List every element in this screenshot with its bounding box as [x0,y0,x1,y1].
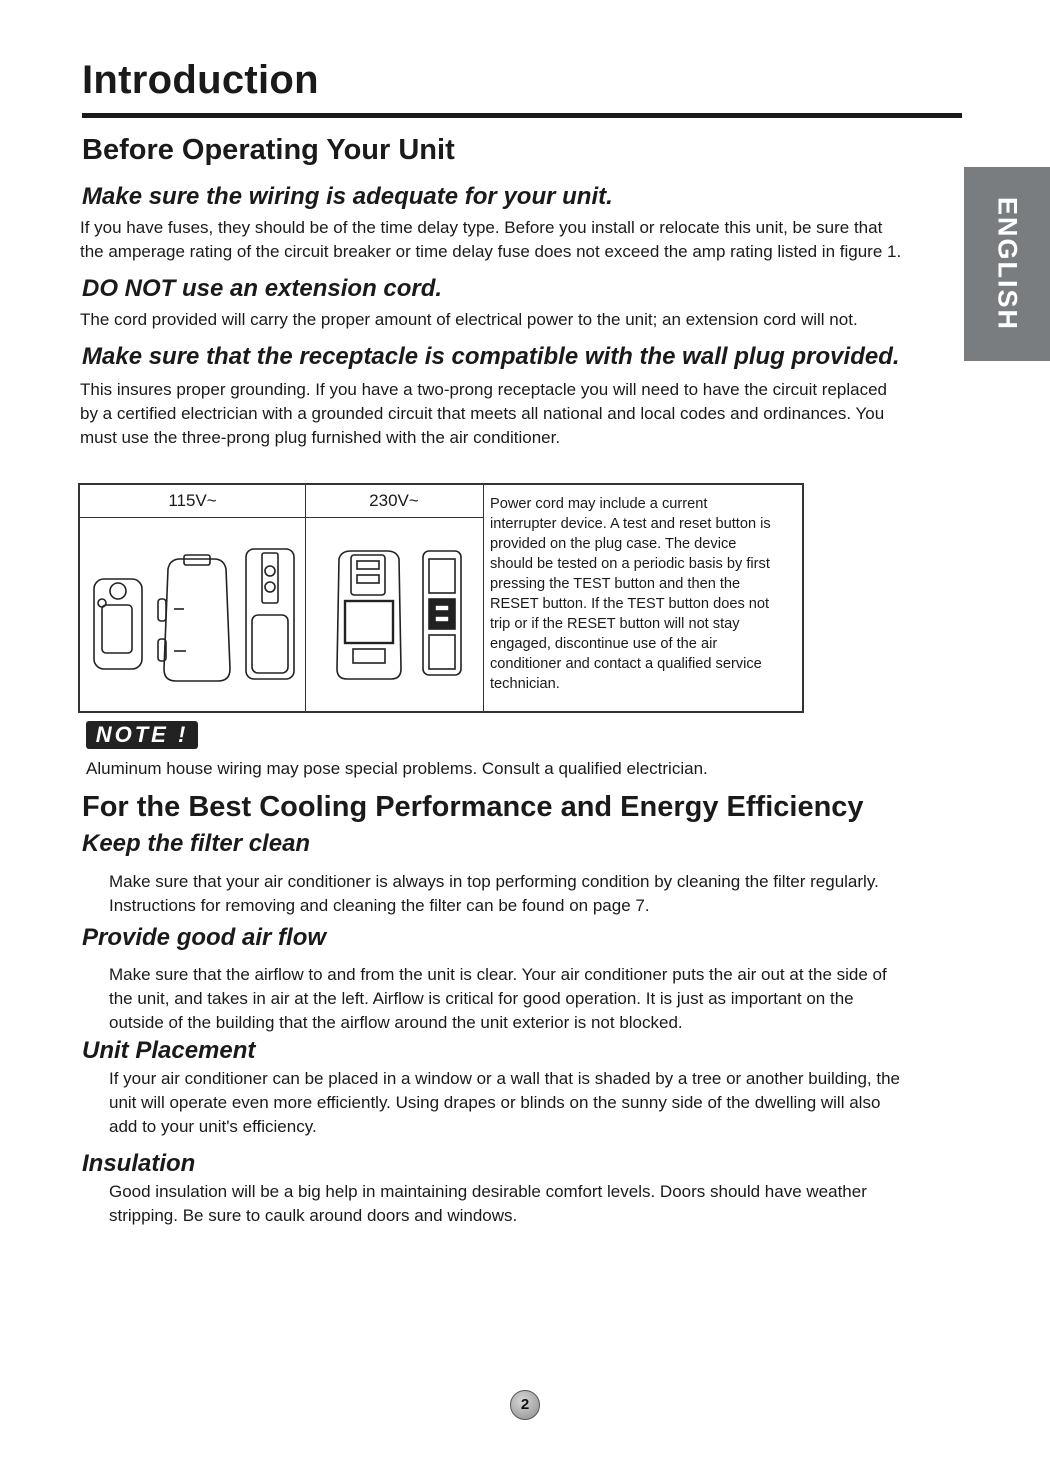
language-side-tab [964,167,1050,361]
text-line: the unit, and takes in air at the left. Airflow is critical for good operation. It is just as important on the [109,989,854,1008]
paragraph-filter [109,870,949,918]
figure-header-115v: 115V~ [80,485,305,518]
text-line: unit will operate even more efficiently. Using drapes or blinds on the sunny side of the dwelling will also [109,1093,881,1112]
text-line: trip or if the RESET button will not stay [490,616,740,632]
subheading-filter: Keep the filter clean [82,830,311,857]
note-badge: NOTE ! [86,721,198,749]
text-line: should be tested on a periodic basis by first [490,556,770,572]
text-line: Instructions for removing and cleaning the filter can be found on page 7. [109,896,650,915]
figure-column-note [483,485,802,711]
subheading-receptacle: Make sure that the receptacle is compatible with the wall plug provided. [82,343,900,370]
note-text: Aluminum house wiring may pose special problems. Consult a qualified electrician. [86,759,708,778]
page-number: 2 [510,1390,540,1420]
text-line: RESET button. If the TEST button does not [490,596,770,612]
text-line: stripping. Be sure to caulk around doors and windows. [109,1206,518,1225]
text-line: Make sure that the airflow to and from the unit is clear. Your air conditioner puts the air out at the side of [109,965,887,984]
text-line: technician. [490,676,560,692]
paragraph-extension-cord [80,308,960,332]
section-heading-best-cooling: For the Best Cooling Performance and Energy Efficiency [82,791,864,823]
figure-header-230v: 230V~ [305,485,483,518]
paragraph-insulation [109,1180,949,1228]
text-line: If you have fuses, they should be of the time delay type. Before you install or relocate this unit, be sure that [80,218,883,237]
plug-115v-illustration [80,519,304,711]
text-line: add to your unit's efficiency. [109,1117,317,1136]
text-line: This insures proper grounding. If you have a two-prong receptacle you will need to have the circuit replaced [80,380,888,399]
paragraph-wiring [80,216,960,264]
page-title: Introduction [82,58,319,102]
side-tab-label: ENGLISH [992,196,1023,332]
section-heading-before-operating: Before Operating Your Unit [82,134,455,166]
subheading-extension-cord: DO NOT use an extension cord. [82,275,443,302]
text-line: If your air conditioner can be placed in a window or a wall that is shaded by a tree or another building, the [109,1069,900,1088]
plug-230v-illustration [305,519,481,711]
figure-column-230v [305,485,484,711]
figure-note-text [490,494,800,694]
text-line: Good insulation will be a big help in maintaining desirable comfort levels. Doors should have weather [109,1182,867,1201]
subheading-unit-placement: Unit Placement [82,1037,256,1064]
text-line: the amperage rating of the circuit breaker or time delay fuse does not exceed the amp rating listed in figure 1. [80,242,902,261]
text-line: must use the three-prong plug furnished with the air conditioner. [80,428,561,447]
text-line: outside of the building that the airflow around the unit exterior is not blocked. [109,1013,683,1032]
text-line: by a certified electrician with a grounded circuit that meets all national and local codes and ordinances. You [80,404,885,423]
subheading-airflow: Provide good air flow [82,924,327,951]
paragraph-unit-placement [109,1067,959,1139]
subheading-insulation: Insulation [82,1150,196,1177]
paragraph-airflow [109,963,949,1035]
power-cord-figure [78,483,804,713]
text-line: conditioner and contact a qualified service [490,656,762,672]
text-line: Power cord may include a current [490,496,708,512]
text-line: provided on the plug case. The device [490,536,737,552]
text-line: The cord provided will carry the proper amount of electrical power to the unit; an extension cord will not. [80,310,858,329]
text-line: engaged, discontinue use of the air [490,636,718,652]
text-line: interrupter device. A test and reset button is [490,516,771,532]
figure-column-115v [80,485,306,711]
title-divider [82,113,962,118]
text-line: Make sure that your air conditioner is always in top performing condition by cleaning the filter regularly. [109,872,879,891]
text-line: pressing the TEST button and then the [490,576,741,592]
paragraph-receptacle [80,378,960,450]
subheading-wiring: Make sure the wiring is adequate for your unit. [82,183,613,210]
